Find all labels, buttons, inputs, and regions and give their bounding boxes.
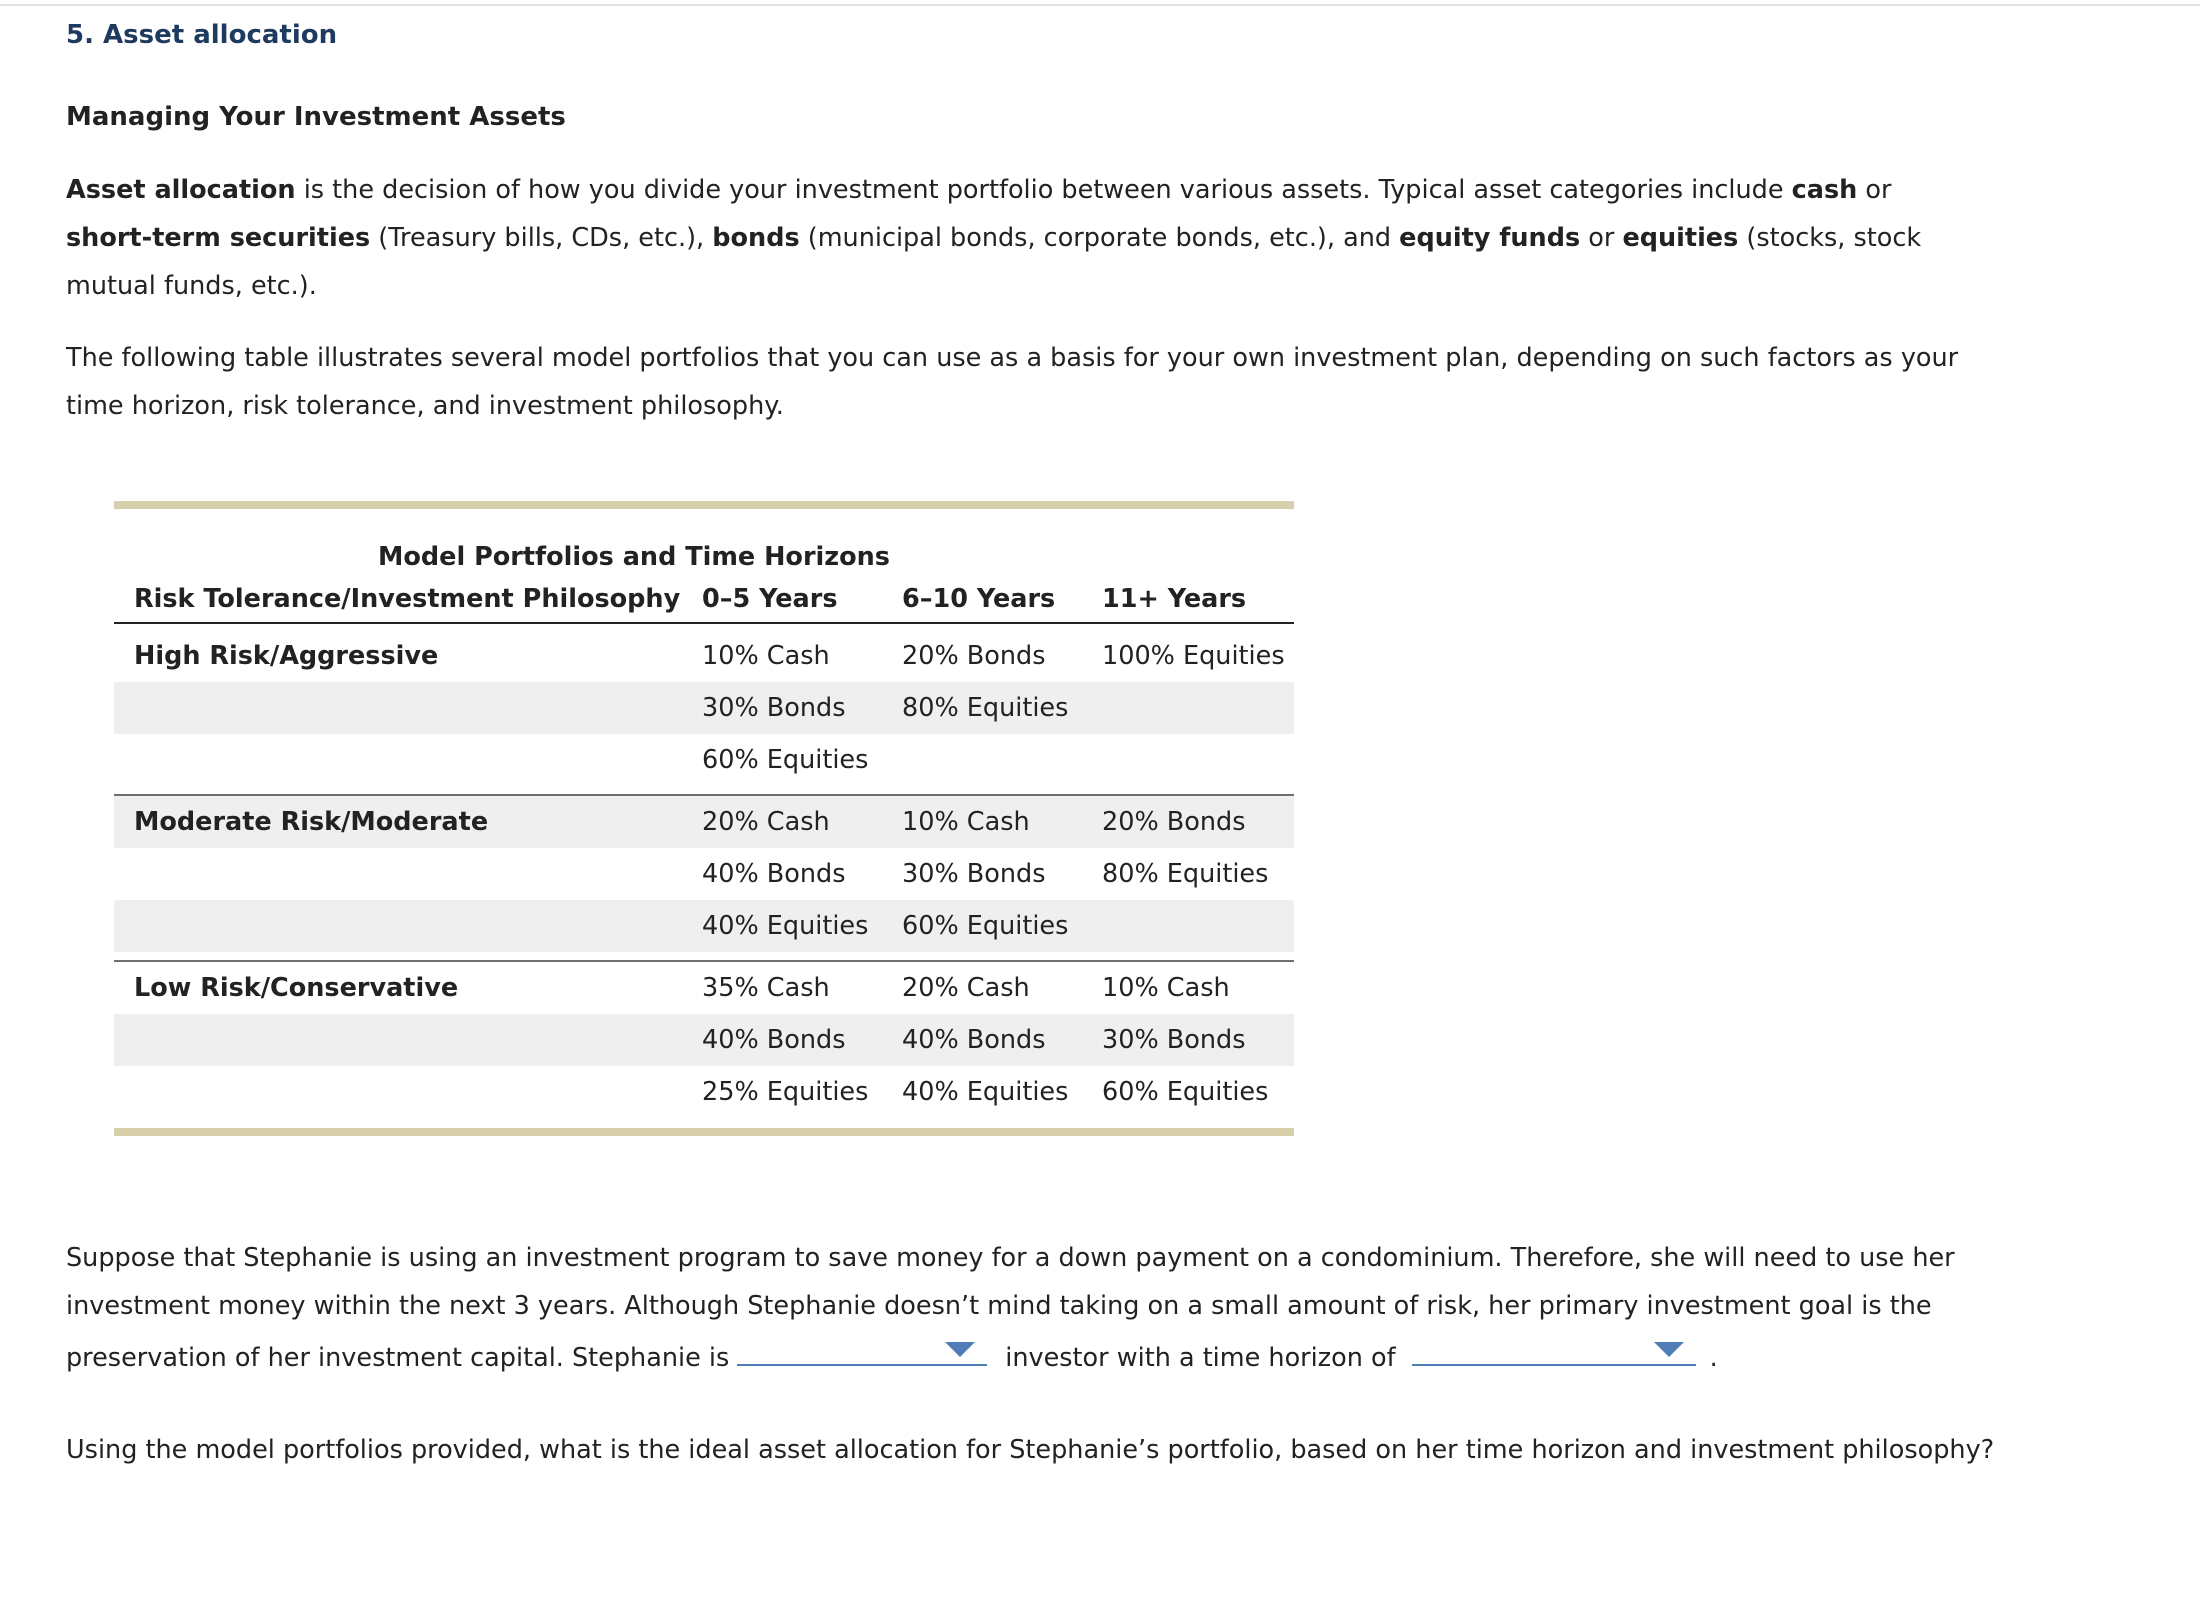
- intro-text: or: [1580, 223, 1623, 253]
- table-cell: 40% Equities: [902, 1077, 1069, 1107]
- intro-text: (Treasury bills, CDs, etc.),: [370, 223, 713, 253]
- intro-text: is the decision of how you divide your investment portfolio between various assets. Typical asset categories include: [295, 175, 1792, 205]
- table-cell: 20% Cash: [702, 807, 830, 837]
- table-cell: 10% Cash: [1102, 973, 1230, 1003]
- table-cell: 40% Equities: [702, 911, 869, 941]
- table-cell: 100% Equities: [1102, 641, 1285, 671]
- table-cell: 30% Bonds: [702, 693, 846, 723]
- term-equity-funds: equity funds: [1399, 223, 1581, 253]
- scenario-paragraph: [66, 1234, 2016, 1382]
- table-caption: Model Portfolios and Time Horizons: [378, 542, 890, 572]
- table-cell: 60% Equities: [702, 745, 869, 775]
- scenario-text: investor with a time horizon of: [1005, 1343, 1396, 1373]
- table-cell: 80% Equities: [902, 693, 1069, 723]
- intro-text: (stocks, stock mutual funds, etc.).: [66, 223, 1922, 301]
- table-intro-paragraph: The following table illustrates several model portfolios that you can use as a basis for your own investment plan, depending on such factors as your time horizon, risk tolerance, and investment philosophy.: [66, 343, 1959, 421]
- table-top-bar: [114, 501, 1294, 509]
- term-bonds: bonds: [712, 223, 800, 253]
- risk-label-high: High Risk/Aggressive: [134, 641, 439, 671]
- table-row: [114, 734, 1294, 786]
- table-row: [114, 900, 1294, 952]
- table-cell: 80% Equities: [1102, 859, 1269, 889]
- header-11-plus-years: 11+ Years: [1102, 584, 1247, 614]
- table-cell: 40% Bonds: [702, 1025, 846, 1055]
- table-cell: 20% Bonds: [902, 641, 1046, 671]
- top-divider: [0, 4, 2200, 6]
- risk-label-low: Low Risk/Conservative: [134, 973, 459, 1003]
- table-cell: 20% Bonds: [1102, 807, 1246, 837]
- table-cell: 10% Cash: [702, 641, 830, 671]
- table-row: [114, 1014, 1294, 1066]
- time-horizon-dropdown[interactable]: [1412, 1330, 1696, 1366]
- header-0-5-years: 0–5 Years: [702, 584, 838, 614]
- term-asset-allocation: Asset allocation: [66, 175, 296, 205]
- table-row: [114, 630, 1294, 682]
- risk-label-moderate: Moderate Risk/Moderate: [134, 807, 489, 837]
- table-row: [114, 794, 1294, 848]
- table-row: [114, 1066, 1294, 1118]
- header-risk-tolerance: Risk Tolerance/Investment Philosophy: [134, 584, 681, 614]
- chevron-down-icon[interactable]: [945, 1342, 975, 1357]
- table-cell: 25% Equities: [702, 1077, 869, 1107]
- scenario-period: .: [1709, 1343, 1718, 1373]
- table-cell: 20% Cash: [902, 973, 1030, 1003]
- chevron-down-icon[interactable]: [1654, 1342, 1684, 1357]
- section-title: 5. Asset allocation: [66, 20, 338, 50]
- table-cell: 35% Cash: [702, 973, 830, 1003]
- table-row: [114, 848, 1294, 900]
- table-cell: 60% Equities: [902, 911, 1069, 941]
- table-cell: 30% Bonds: [902, 859, 1046, 889]
- term-short-term-securities: short-term securities: [66, 223, 371, 253]
- term-cash: cash: [1791, 175, 1858, 205]
- intro-text: (municipal bonds, corporate bonds, etc.), and: [799, 223, 1400, 253]
- model-portfolios-table: [114, 501, 1294, 1136]
- table-cell: 60% Equities: [1102, 1077, 1269, 1107]
- table-row: [114, 682, 1294, 734]
- table-row: [114, 960, 1294, 1014]
- term-equities: equities: [1622, 223, 1739, 253]
- question-paragraph: Using the model portfolios provided, what is the ideal asset allocation for Stephanie’s portfolio, based on her time horizon and investment philosophy?: [66, 1435, 1995, 1465]
- table-header-row: [114, 576, 1294, 624]
- scenario-text: Suppose that Stephanie is using an investment program to save money for a down payment on a condominium. Therefore, she will need to use her investment money within the next 3 years. Although Stephanie doesn’t mind taking on a small amount of risk, her primary investment goal is the preservation of her investment capital. Stephanie is: [66, 1243, 1955, 1373]
- header-6-10-years: 6–10 Years: [902, 584, 1056, 614]
- subheading: Managing Your Investment Assets: [66, 102, 566, 132]
- table-bottom-bar: [114, 1128, 1294, 1136]
- table-cell: 40% Bonds: [702, 859, 846, 889]
- investor-type-dropdown[interactable]: [737, 1330, 987, 1366]
- table-cell: 10% Cash: [902, 807, 1030, 837]
- table-cell: 40% Bonds: [902, 1025, 1046, 1055]
- intro-text: or: [1857, 175, 1892, 205]
- table-cell: 30% Bonds: [1102, 1025, 1246, 1055]
- intro-paragraph: [66, 166, 1966, 310]
